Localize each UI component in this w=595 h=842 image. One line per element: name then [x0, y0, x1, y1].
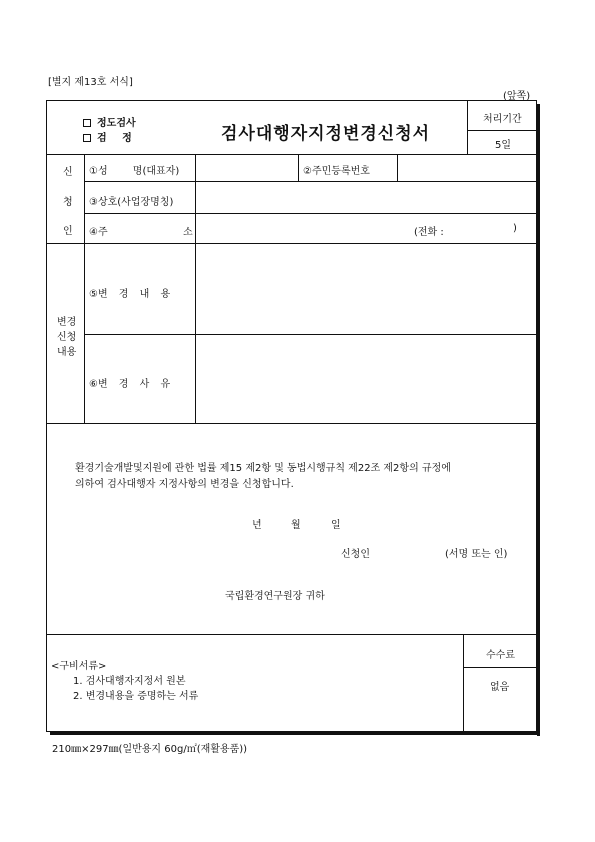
date-year: 년 — [252, 520, 262, 531]
signature-or-seal: (서명 또는 인) — [445, 549, 508, 560]
application-form — [46, 100, 537, 732]
date-day: 일 — [331, 520, 341, 531]
documents-heading: <구비서류> — [51, 661, 107, 672]
form-number-label: [별지 제13호 서식] — [48, 77, 133, 88]
paper-spec: 210㎜×297㎜(일반용지 60g/㎡(재활용품)) — [52, 744, 248, 755]
check-option-inspection[interactable]: 정도검사 — [83, 114, 136, 129]
divider-rrn-right — [397, 154, 398, 181]
change-reason-label: ⑥변 경 사 유 — [89, 379, 171, 390]
name-label: ①성 명(대표자) — [89, 166, 180, 177]
applicant-signature-label: 신청인 — [341, 549, 370, 560]
form-title: 검사대행자지정변경신청서 — [221, 124, 431, 144]
document-item: 1. 검사대행자지정서 원본 — [73, 676, 186, 687]
phone-label-close: ) — [513, 223, 517, 234]
processing-period-label: 처리기간 — [483, 114, 522, 125]
divider-row-1 — [84, 181, 538, 182]
address-label: ④주 — [89, 227, 108, 238]
recipient: 국립환경연구원장 귀하 — [225, 591, 325, 602]
divider-rrn-left — [298, 154, 299, 181]
divider-section-col — [84, 154, 85, 423]
page-side-label: (앞쪽) — [503, 91, 531, 102]
divider-period-left — [467, 101, 468, 154]
rrn-label: ②주민등록번호 — [303, 166, 370, 177]
change-label-1: 변경 — [57, 317, 77, 328]
date-month: 월 — [291, 520, 301, 531]
divider-change-mid — [84, 334, 538, 335]
checkbox-icon[interactable] — [83, 134, 91, 142]
change-label-3: 내용 — [57, 347, 77, 358]
applicant-label-2: 청 — [63, 197, 73, 208]
fee-label: 수수료 — [486, 650, 515, 661]
applicant-label-3: 인 — [63, 226, 73, 237]
declaration-line-1: 환경기술개발및지원에 관한 법률 제15 제2항 및 동법시행규칙 제22조 제2항의 규정에 — [75, 463, 451, 474]
change-content-label: ⑤변 경 내 용 — [89, 289, 171, 300]
divider-applicant-bottom — [47, 243, 536, 244]
applicant-label-1: 신 — [63, 167, 73, 178]
company-label: ③상호(사업장명칭) — [89, 197, 174, 208]
address-label-end: 소 — [183, 227, 193, 238]
divider-label-col — [195, 154, 196, 423]
change-label-2: 신청 — [57, 332, 77, 343]
declaration-line-2: 의하여 검사대행자 지정사항의 변경을 신청합니다. — [75, 479, 294, 490]
divider-period-mid — [467, 130, 538, 131]
divider-fee-mid — [463, 667, 538, 668]
phone-label: (전화 : — [414, 227, 444, 238]
check-option-verification[interactable]: 검 정 — [83, 129, 138, 144]
form-shadow-right — [537, 104, 540, 736]
divider-fee-left — [463, 634, 464, 733]
divider-title-bottom — [47, 154, 536, 155]
fee-value: 없음 — [490, 682, 510, 693]
divider-row-2 — [84, 213, 538, 214]
divider-change-bottom — [47, 423, 536, 424]
form-shadow-bottom — [50, 732, 540, 735]
document-item: 2. 변경내용을 증명하는 서류 — [73, 691, 199, 702]
checkbox-icon[interactable] — [83, 119, 91, 127]
processing-period-value: 5일 — [495, 140, 512, 151]
